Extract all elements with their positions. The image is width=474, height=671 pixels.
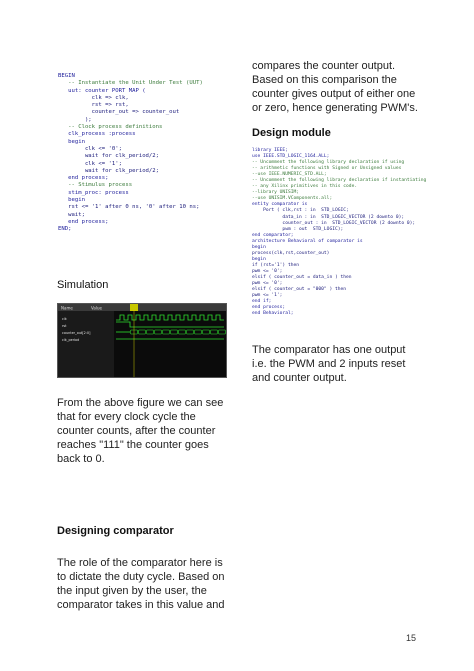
- testbench-code-line: -- Clock process definitions: [58, 124, 163, 131]
- design-module-code-line: end process;: [252, 305, 286, 311]
- testbench-code-line: clk <= '0';: [58, 145, 122, 152]
- design-module-code-line: architecture Behavioral of comparator is: [252, 238, 363, 244]
- counter-bus-segment: [178, 330, 186, 334]
- design-module-code-line: end Behavioral;: [252, 311, 294, 317]
- waveform-header-value-label: Value: [91, 305, 102, 311]
- design-module-code-block: [252, 148, 452, 317]
- design-module-code-line: library IEEE;: [252, 148, 288, 153]
- design-module-code-line: use IEEE.STD_LOGIC_1164.ALL;: [252, 154, 330, 160]
- design-module-code-line: pwm <= '1';: [252, 293, 283, 299]
- testbench-code-line: wait for clk_period/2;: [58, 167, 160, 174]
- design-module-code-line: --use UNISIM.VComponents.all;: [252, 196, 333, 202]
- design-module-code-line: counter_out : in STD_LOGIC_VECTOR (2 downto 0);: [252, 220, 416, 226]
- design-module-code-line: -- Uncomment the following library declaration if instantiating: [252, 178, 427, 184]
- counter-bus-segment: [194, 330, 202, 334]
- designing-comparator-heading: Designing comparator: [57, 525, 174, 537]
- testbench-code-line: begin: [58, 138, 85, 145]
- testbench-code-line: rst <= '1' after 0 ns, '0' after 10 ns;: [58, 204, 200, 211]
- design-module-code-line: Port ( clk,rst : in STD_LOGIC;: [252, 208, 349, 214]
- counter-bus-segment: [186, 330, 194, 334]
- comparator-output-paragraph: The comparator has one output i.e. the PWM and 2 inputs reset and counter output.: [252, 344, 406, 384]
- testbench-code-line: begin: [58, 197, 85, 204]
- testbench-code-line: wait;: [58, 211, 85, 218]
- right-top-paragraph: compares the counter output. Based on this comparison the counter gives output of either one or zero, hence generating PWM's.: [252, 60, 418, 114]
- waveform-signal-name: clk_period: [62, 338, 80, 342]
- counter-bus-segment: [138, 330, 146, 334]
- designing-comparator-paragraph: The role of the comparator here is to dictate the duty cycle. Based on the input given by the user, the comparator takes in this value and: [57, 557, 225, 611]
- design-module-code-line: -- arithmetic functions with Signed or Unsigned values: [252, 166, 402, 172]
- testbench-code-line: wait for clk_period/2;: [58, 153, 160, 160]
- counter-bus-segment: [162, 330, 170, 334]
- clk-waveform: [116, 315, 224, 320]
- simulation-paragraph: From the above figure we can see that for every clock cycle the counter counts, after the counter reaches "111" the counter goes back to 0.: [57, 397, 224, 465]
- design-module-code-line: pwm <= '0';: [252, 268, 283, 274]
- testbench-code-line: END;: [58, 226, 72, 233]
- design-module-code-line: -- any Xilinx primitives in this code.: [252, 184, 358, 190]
- page-number: 15: [405, 633, 416, 643]
- design-module-code-line: --library UNISIM;: [252, 190, 300, 196]
- counter-bus-segment: [202, 330, 210, 334]
- design-module-code-line: process(clk,rst,counter_out): [252, 250, 330, 256]
- testbench-code-line: clk_process :process: [58, 131, 136, 138]
- counter-bus-segment: [146, 330, 154, 334]
- counter-bus-segment: [218, 330, 226, 334]
- design-module-code-line: data_in : in STD_LOGIC_VECTOR (2 downto 0);: [252, 214, 405, 220]
- waveform-signal-name: rst: [62, 324, 67, 328]
- design-module-code-line: elsif ( counter_out = "000" ) then: [252, 287, 347, 293]
- design-module-code-line: end if;: [252, 299, 272, 305]
- design-module-code-line: pwm : out STD_LOGIC);: [252, 226, 344, 232]
- testbench-code-block: [58, 73, 228, 234]
- testbench-code-line: clk => clk,: [58, 94, 129, 101]
- waveform-signal-name: clk: [62, 317, 67, 321]
- testbench-code-line: clk <= '1';: [58, 160, 122, 167]
- simulation-waveform-figure: [57, 303, 227, 378]
- waveform-cursor-marker: [130, 304, 138, 311]
- testbench-code-line: );: [58, 116, 92, 123]
- design-module-code-line: --use IEEE.NUMERIC_STD.ALL;: [252, 172, 327, 178]
- simulation-heading: Simulation: [57, 279, 109, 291]
- testbench-code-line: BEGIN: [58, 73, 75, 79]
- testbench-code-line: -- Instantiate the Unit Under Test (UUT): [58, 80, 203, 87]
- testbench-code-line: counter_out => counter_out: [58, 109, 180, 116]
- counter-bus-segment: [210, 330, 218, 334]
- testbench-code-line: stim_proc: process: [58, 189, 129, 196]
- testbench-code-line: rst => rst,: [58, 102, 129, 109]
- design-module-heading: Design module: [252, 127, 331, 139]
- design-module-code-line: begin: [252, 244, 266, 250]
- design-module-code-line: elsif ( counter_out = data_in ) then: [252, 274, 352, 280]
- counter-bus-segment: [170, 330, 178, 334]
- design-module-code-line: entity comparator is: [252, 202, 308, 208]
- testbench-code-line: uut: counter PORT MAP (: [58, 87, 146, 94]
- design-module-code-line: end comparator;: [252, 232, 294, 238]
- testbench-code-line: end process;: [58, 175, 109, 182]
- testbench-code-line: end process;: [58, 218, 109, 225]
- testbench-code-line: -- Stimulus process: [58, 182, 133, 189]
- counter-bus-segment: [154, 330, 162, 334]
- design-module-code-line: -- Uncomment the following library declaration if using: [252, 160, 405, 166]
- design-module-code-line: if (rst='1') then: [252, 262, 300, 268]
- waveform-header-name-label: Name: [61, 305, 73, 311]
- waveform-signal-name: counter_out[2:0]: [62, 331, 91, 335]
- rst-waveform: [116, 322, 224, 327]
- waveform-svg: [58, 304, 226, 377]
- design-module-code-line: pwm <= '0';: [252, 281, 283, 287]
- design-module-code-line: begin: [252, 256, 266, 262]
